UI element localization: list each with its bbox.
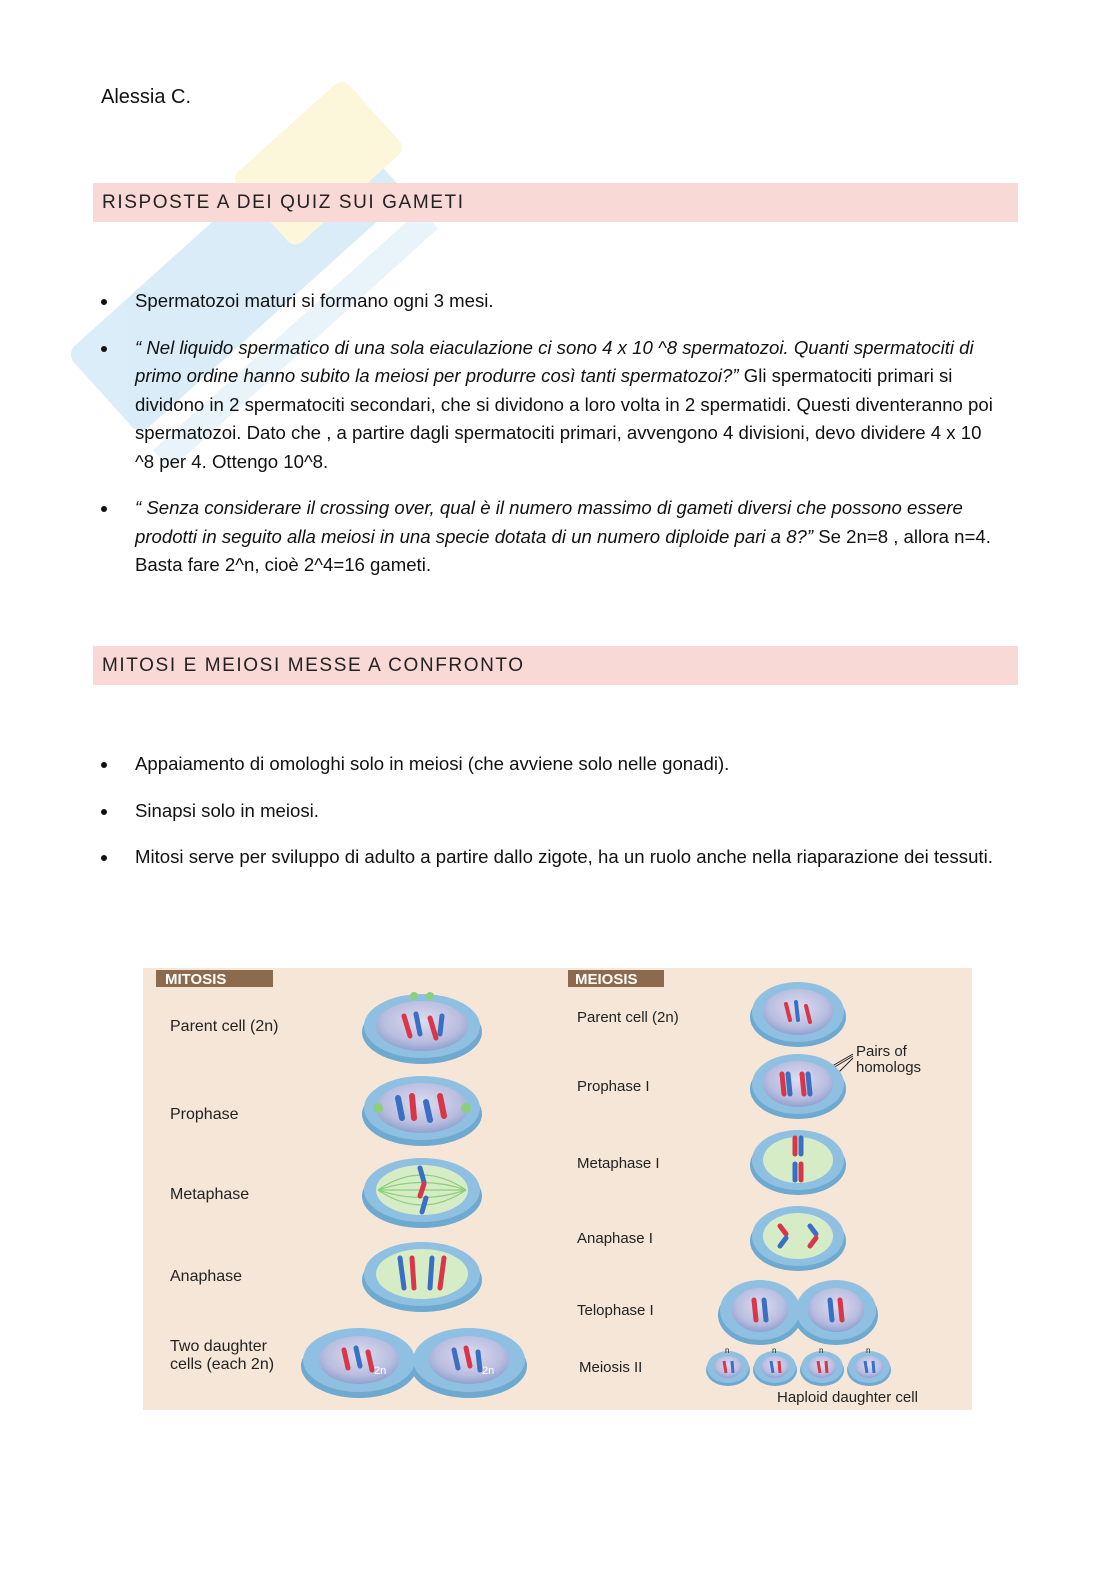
meiosis-stage-label: Telophase I: [577, 1302, 654, 1319]
quiz-answer: Gli spermatociti primari si dividono in 2 spermatociti secondari, che si dividono a loro volta in 2 spermatidi. Questi diventeranno poi spermatozoi. Dato che , a partire dagli spermatociti primari, avvengono 4 divisioni, devo dividere 4 x 10 ^8 per 4. Ottengo 10^8.: [135, 365, 993, 472]
section-header-comparison: MITOSI E MEIOSI MESSE A CONFRONTO: [93, 646, 1018, 685]
list-item: [0, 334, 1116, 477]
meiosis-stage-label: Prophase I: [577, 1078, 650, 1095]
meiosis-header: MEIOSIS: [575, 971, 638, 988]
meiosis-stage-label: Meiosis II: [579, 1359, 643, 1376]
mitosis-stage-label: Prophase: [170, 1106, 239, 1123]
author-name: Alessia C.: [101, 86, 192, 108]
mitosis-meiosis-figure: [143, 968, 972, 1410]
list-item: Mitosi serve per sviluppo di adulto a partire dallo zigote, ha un ruolo anche nella riaparazione dei tessuti.: [0, 843, 1116, 872]
bullet-icon: [101, 855, 107, 861]
cell-label: n: [772, 1346, 777, 1355]
comparison-list: [0, 750, 1116, 890]
list-item: Sinapsi solo in meiosi.: [0, 797, 1116, 826]
quiz-question: “ Senza considerare il crossing over, qual è il numero massimo di gameti diversi che possono essere prodotti in seguito alla meiosi in una specie dotata di un numero diploide pari a 8?”: [135, 497, 963, 547]
quiz-answer: Se 2n=8 , allora n=4. Basta fare 2^n, cioè 2^4=16 gameti.: [135, 525, 991, 575]
bullet-icon: [101, 346, 107, 352]
mitosis-stage-label: Metaphase: [170, 1186, 250, 1203]
cell-label: n: [866, 1346, 871, 1355]
bullet-icon: [101, 809, 107, 815]
mitosis-stage-label: Two daughter: [170, 1338, 267, 1355]
list-item: [0, 494, 1116, 580]
quiz-question: “ Nel liquido spermatico di una sola eiaculazione ci sono 4 x 10 ^8 spermatozoi. Quanti spermatociti di primo ordine hanno subito la meiosi per produrre così tanti spermatozoi?”: [135, 336, 974, 386]
list-item: Appaiamento di omologhi solo in meiosi (che avviene solo nelle gonadi).: [0, 750, 1116, 779]
meiosis-stage-label: Anaphase I: [577, 1230, 653, 1247]
mitosis-header: MITOSIS: [165, 971, 227, 988]
list-item: Spermatozoi maturi si formano ogni 3 mesi.: [0, 287, 1116, 316]
haploid-daughter-label: Haploid daughter cell: [777, 1389, 918, 1406]
meiosis-stage-label: Metaphase I: [577, 1155, 660, 1172]
quiz-answers-list: [0, 287, 1116, 598]
pairs-of-homologs-label: homologs: [856, 1059, 922, 1076]
bullet-icon: [101, 762, 107, 768]
mitosis-stage-label: Anaphase: [170, 1268, 243, 1285]
section-header-quiz: RISPOSTE A DEI QUIZ SUI GAMETI: [93, 183, 1018, 222]
bullet-icon: [101, 299, 107, 305]
pairs-of-homologs-label: Pairs of: [856, 1043, 907, 1060]
mitosis-stage-label: cells (each 2n): [170, 1356, 275, 1373]
mitosis-stage-label: Parent cell (2n): [170, 1018, 279, 1035]
cell-label: n: [819, 1346, 824, 1355]
meiosis-stage-label: Parent cell (2n): [577, 1009, 679, 1026]
bullet-icon: [101, 506, 107, 512]
cell-label: 2n: [374, 1365, 387, 1377]
cell-label: n: [725, 1346, 730, 1355]
cell-label: 2n: [482, 1365, 495, 1377]
